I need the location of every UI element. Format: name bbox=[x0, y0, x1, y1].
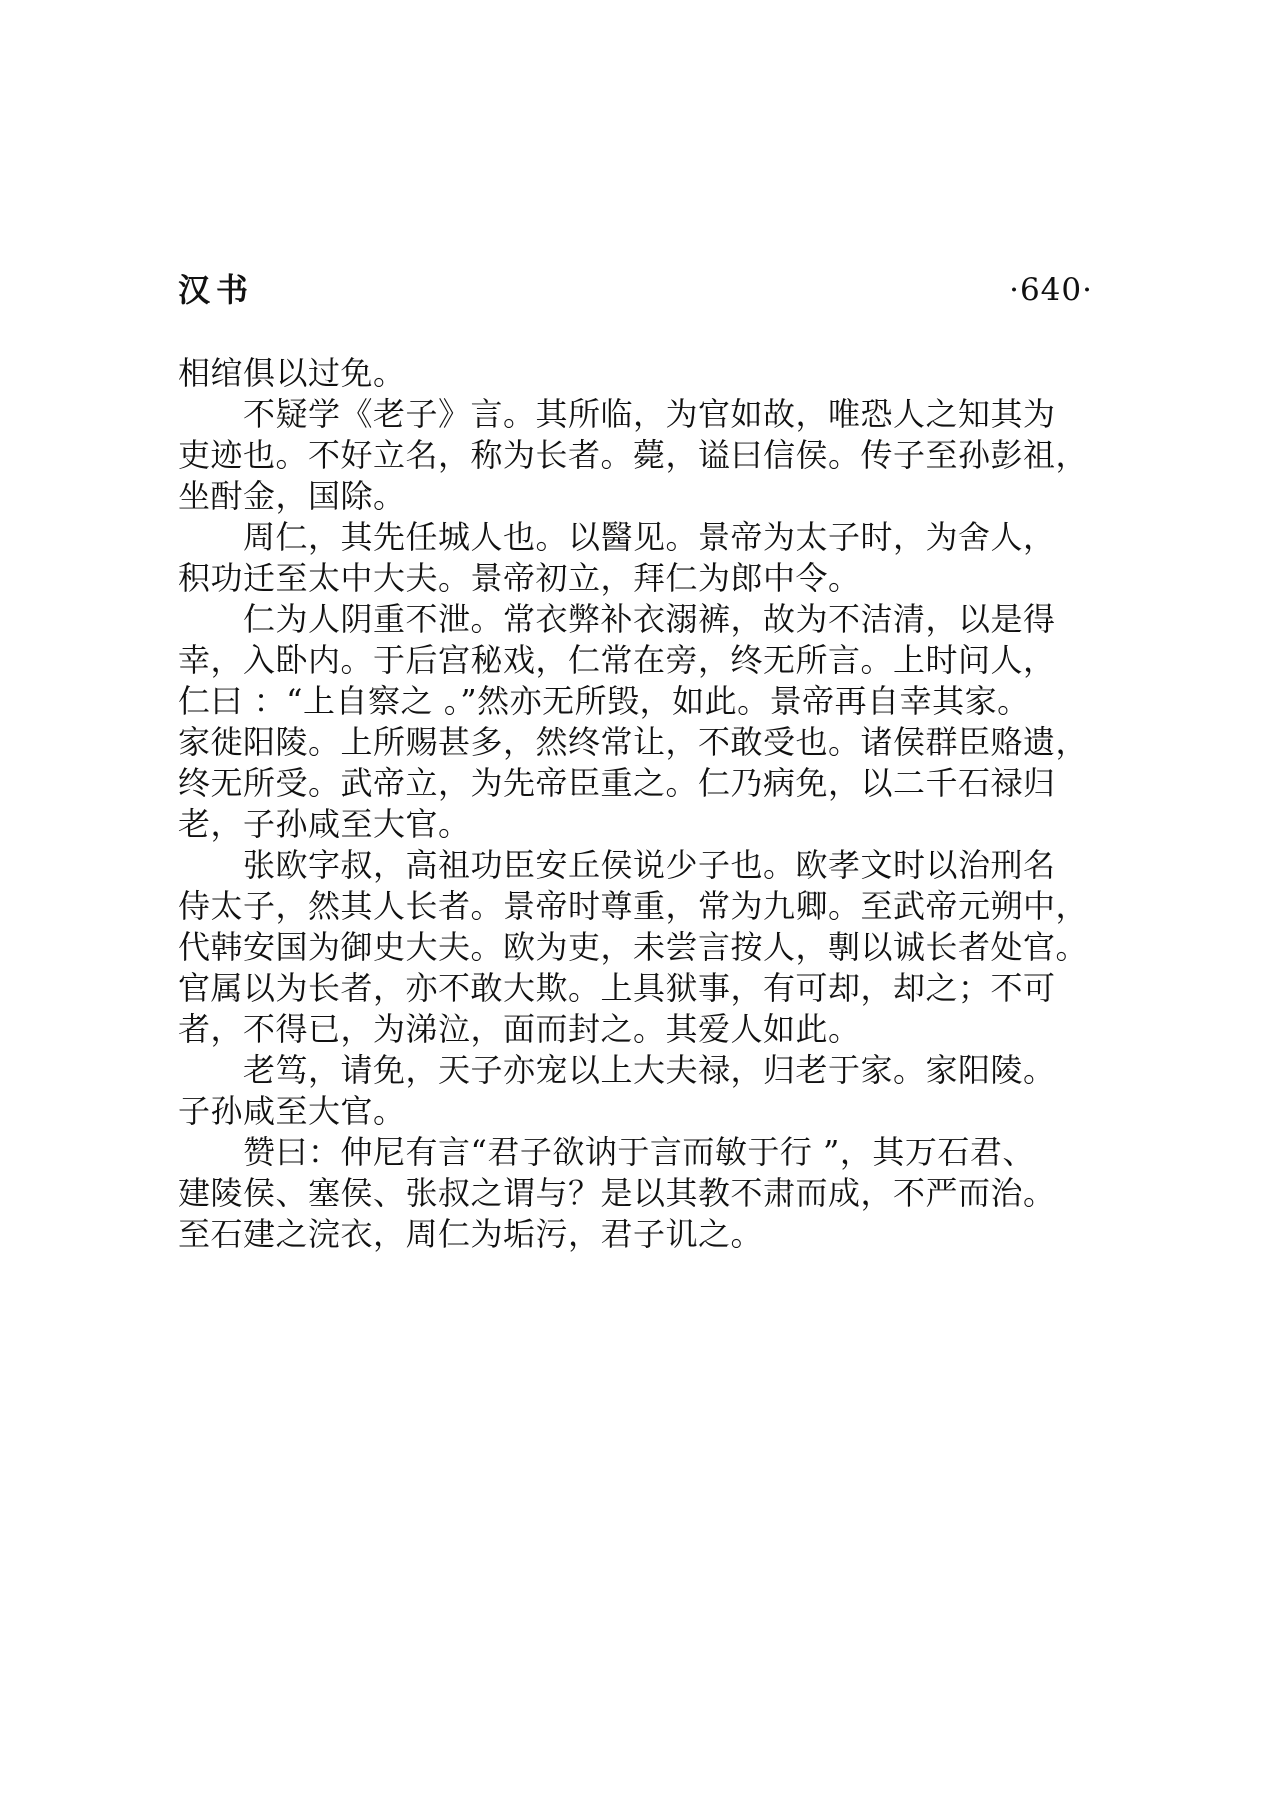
text-line: 仁为人阴重不泄。常衣弊补衣溺裤，故为不洁清，以是得 bbox=[243, 600, 1056, 638]
text-line: 吏迹也。不好立名，称为长者。薨，谥曰信侯。传子至孙彭祖， bbox=[178, 436, 1089, 474]
text-line: 代韩安国为御史大夫。欧为吏，未尝言按人，剸以诚长者处官。 bbox=[178, 928, 1089, 966]
text-line: 仁曰 ：“上自察之 。”然亦无所毁，如此。景帝再自幸其家。 bbox=[178, 682, 1030, 720]
running-title: 汉书 bbox=[178, 271, 255, 309]
text-line: 者，不得已，为涕泣，面而封之。其爱人如此。 bbox=[178, 1010, 861, 1048]
text-line: 幸，入卧内。于后宫秘戏，仁常在旁，终无所言。上时问人， bbox=[178, 641, 1056, 679]
page-number: ·640· bbox=[1009, 272, 1093, 308]
text-line: 不疑学《老子》言。其所临，为官如故，唯恐人之知其为 bbox=[243, 395, 1056, 433]
text-line: 建陵侯、塞侯、张叔之谓与？是以其教不肃而成，不严而治。 bbox=[178, 1174, 1056, 1212]
text-line: 侍太子，然其人长者。景帝时尊重，常为九卿。至武帝元朔中， bbox=[178, 887, 1089, 925]
text-line: 终无所受。武帝立，为先帝臣重之。仁乃病免，以二千石禄归 bbox=[178, 764, 1056, 802]
text-line: 张欧字叔，高祖功臣安丘侯说少子也。欧孝文时以治刑名 bbox=[243, 846, 1056, 884]
text-line: 子孙咸至大官。 bbox=[178, 1092, 406, 1130]
text-line: 赞曰：仲尼有言“君子欲讷于言而敏于行 ”，其万石君、 bbox=[243, 1133, 1035, 1171]
text-line: 老笃，请免，天子亦宠以上大夫禄，归老于家。家阳陵。 bbox=[243, 1051, 1056, 1089]
text-line: 相绾俱以过免。 bbox=[178, 354, 406, 392]
body-text bbox=[178, 353, 1108, 1255]
text-line: 坐酎金，国除。 bbox=[178, 477, 406, 515]
text-line: 家徙阳陵。上所赐甚多，然终常让，不敢受也。诸侯群臣赂遗， bbox=[178, 723, 1089, 761]
text-line: 积功迁至太中大夫。景帝初立，拜仁为郎中令。 bbox=[178, 559, 861, 597]
page-header bbox=[178, 268, 1093, 318]
text-line: 老，子孙咸至大官。 bbox=[178, 805, 471, 843]
text-line: 官属以为长者，亦不敢大欺。上具狱事，有可却，却之；不可 bbox=[178, 969, 1056, 1007]
text-line: 至石建之浣衣，周仁为垢污，君子讥之。 bbox=[178, 1215, 764, 1253]
text-line: 周仁，其先任城人也。以醫见。景帝为太子时，为舍人， bbox=[243, 518, 1056, 556]
